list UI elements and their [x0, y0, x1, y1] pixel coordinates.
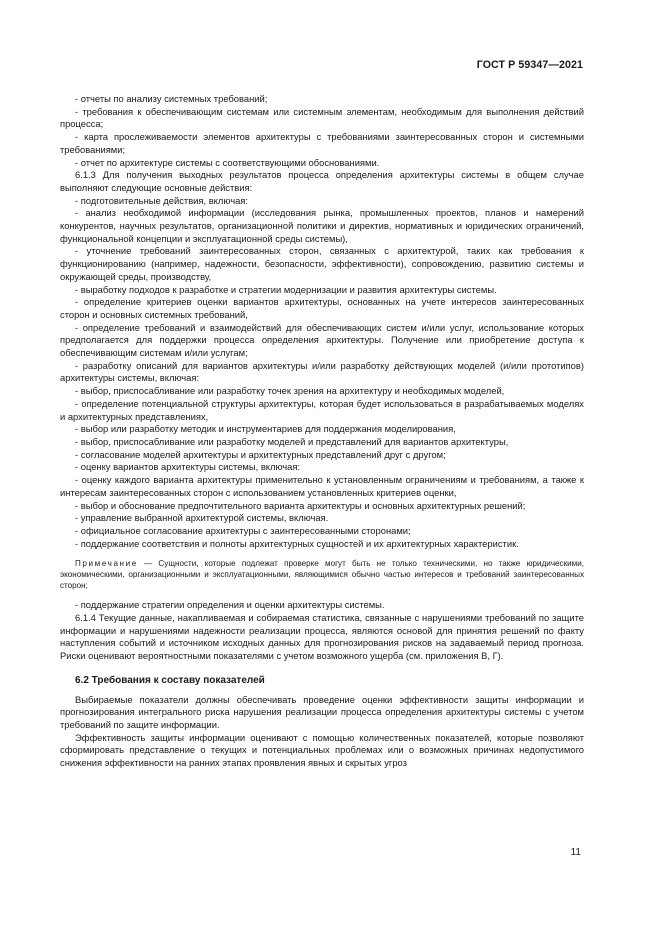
- paragraph: - выбор, приспосабливание или разработку моделей и представлений для вариантов архитектуры,: [75, 435, 509, 447]
- paragraph: 6.1.4 Текущие данные, накапливаемая и собираемая статистика, связанные с нарушениями требований по защите информации и нарушениями надежности реализации процесса, являются основой для принятия решений по факту наступления событий и источником исходных данных для прогнозирования рисков на задаваемый период прогноза. Риски оценивают вероятностными показателями с учетом возможного ущерба (см. приложения В, Г).: [60, 612, 584, 662]
- paragraph: - выработку подходов к разработке и стратегии модернизации и развития архитектуры системы.: [75, 283, 497, 295]
- paragraph: - подготовительные действия, включая:: [75, 194, 248, 206]
- paragraph: - выбор и обоснование предпочтительного варианта архитектуры и основных архитектурных решений;: [75, 499, 526, 511]
- paragraph: - определение потенциальной структуры архитектуры, которая будет использоваться в разрабатываемых моделях и архитектурных представлениях,: [60, 397, 584, 422]
- paragraph: Эффективность защиты информации оценивают с помощью количественных показателей, которые позволяют сформировать представление о текущих и потенциальных проблемах или о возможных причинах недопустимого снижения эффективности на ранних этапах проявления явных и скрытых угроз: [60, 731, 584, 769]
- paragraph-group-a: [60, 93, 584, 550]
- paragraph: - управление выбранной архитектурой системы, включая.: [75, 512, 329, 524]
- paragraph: - оценку каждого варианта архитектуры применительно к установленным ограничениям и требованиям, а также к интересам заинтересованных сторон с использованием установленных критериев оценки,: [60, 474, 584, 498]
- paragraph: - отчет по архитектуре системы с соответствующими обоснованиями.: [75, 156, 380, 168]
- note: [60, 558, 584, 591]
- paragraph-group-b: [60, 599, 584, 663]
- paragraph: - поддержание соответствия и полноты архитектурных сущностей и их архитектурных характеристик.: [75, 537, 519, 549]
- paragraph: - карта прослеживаемости элементов архитектуры с требованиями заинтересованных сторон и системными требованиями;: [60, 131, 584, 155]
- paragraph: - требования к обеспечивающим системам или системным элементам, необходимым для выполнения действий процесса;: [60, 105, 584, 130]
- note-label: Примечание: [75, 559, 138, 569]
- paragraph: - разработку описаний для вариантов архитектуры и/или разработку действующих моделей (и/или прототипов) архитектуры системы, включая:: [60, 359, 584, 384]
- document-body: [60, 93, 584, 770]
- paragraph: - анализ необходимой информации (исследования рынка, промышленных проектов, планов и намерений конкурентов, научных результатов, организационной политики и директив, нормативных и юридических ограничений, функциональной концепции и эксплуатационной среды системы),: [60, 207, 584, 244]
- page-number: 11: [570, 847, 581, 858]
- paragraph: - поддержание стратегии определения и оценки архитектуры системы.: [75, 599, 385, 611]
- paragraph: 6.1.3 Для получения выходных результатов процесса определения архитектуры системы в общем случае выполняют следующие основные действия:: [60, 169, 584, 193]
- paragraph: - оценку вариантов архитектуры системы, включая:: [75, 461, 301, 473]
- section-heading: 6.2 Требования к составу показателей: [75, 674, 265, 686]
- paragraph-group-c: [60, 694, 584, 770]
- document-code: ГОСТ Р 59347—2021: [476, 59, 583, 71]
- paragraph: Выбираемые показатели должны обеспечивать проведение оценки эффективности защиты информации и прогнозирования интегрального риска нарушения реализации процесса определения архитектуры системы с учетом требований по защите информации.: [60, 693, 584, 730]
- paragraph: - выбор или разработку методик и инструментариев для поддержания моделирования,: [75, 423, 456, 435]
- paragraph: - выбор, приспосабливание или разработку точек зрения на архитектуру и необходимых моделей,: [75, 385, 505, 397]
- paragraph: - определение критериев оценки вариантов архитектуры, основанных на учете интересов заинтересованных сторон и основных системных требований,: [60, 296, 584, 320]
- note-text: — Сущности, которые подлежат проверке могут быть не только техническими, но также юридическими, экономическими, организационными и эксплуатационными, являющимися обычно частью интересов и требований заинтересованных сторон;: [60, 559, 584, 591]
- paragraph: - официальное согласование архитектуры с заинтересованными сторонами;: [75, 524, 411, 536]
- paragraph: - согласование моделей архитектуры и архитектурных представлений друг с другом;: [75, 448, 446, 460]
- paragraph: - определение требований и взаимодействий для обеспечивающих систем и/или услуг, использование которых предполагается для поддержки процесса определения архитектуры. Получение или приобретение доступа к обеспечивающим системам и/или услугам;: [60, 321, 584, 359]
- paragraph: - уточнение требований заинтересованных сторон, связанных с архитектурой, таких как требования к функционированию (например, надежности, безопасности, эффективности), сопровождению, развитию системы и окружающей среды, производству,: [60, 245, 584, 282]
- paragraph: - отчеты по анализу системных требований;: [75, 93, 268, 104]
